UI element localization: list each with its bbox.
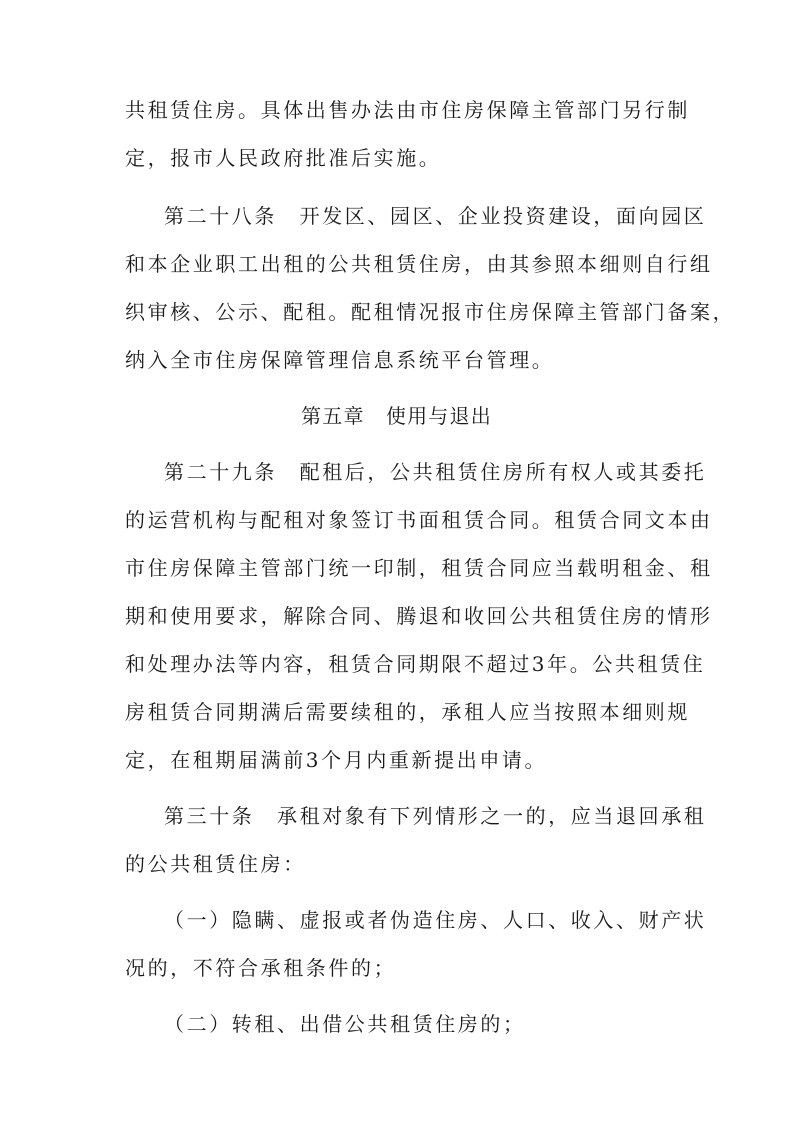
paragraph-line: 和处理办法等内容，租赁合同期限不超过3年。公共租赁住 — [125, 652, 706, 676]
paragraph-line: 的运营机构与配租对象签订书面租赁合同。租赁合同文本由 — [125, 508, 713, 532]
article-28-first-line: 第二十八条 开发区、园区、企业投资建设，面向园区 — [164, 204, 707, 228]
paragraph-line: 织审核、公示、配租。配租情况报市住房保障主管部门备案， — [125, 300, 736, 324]
paragraph-line: 共租赁住房。具体出售办法由市住房保障主管部门另行制 — [125, 98, 690, 122]
paragraph-line: 和本企业职工出租的公共租赁住房，由其参照本细则自行组 — [125, 252, 713, 276]
paragraph-line: 的公共租赁住房： — [125, 852, 306, 876]
article-29-first-line: 第二十九条 配租后，公共租赁住房所有权人或其委托 — [164, 460, 707, 484]
article-30-first-line: 第三十条 承租对象有下列情形之一的，应当退回承租 — [164, 804, 707, 828]
paragraph-line: 市住房保障主管部门统一印制，租赁合同应当载明租金、租 — [125, 556, 713, 580]
paragraph-line: 况的，不符合承租条件的； — [125, 956, 397, 980]
paragraph-line: 期和使用要求，解除合同、腾退和收回公共租赁住房的情形 — [125, 604, 713, 628]
list-item-2: （二）转租、出借公共租赁住房的； — [164, 1012, 526, 1036]
paragraph-line: 定，报市人民政府批准后实施。 — [125, 146, 442, 170]
paragraph-line: 定，在租期届满前3个月内重新提出申请。 — [125, 748, 548, 772]
paragraph-line: 房租赁合同期满后需要续租的，承租人应当按照本细则规 — [125, 700, 690, 724]
list-item-1-first-line: （一）隐瞒、虚报或者伪造住房、人口、收入、财产状 — [164, 908, 707, 932]
paragraph-line: 纳入全市住房保障管理信息系统平台管理。 — [125, 348, 555, 372]
chapter-heading: 第五章 使用与退出 — [301, 404, 492, 428]
